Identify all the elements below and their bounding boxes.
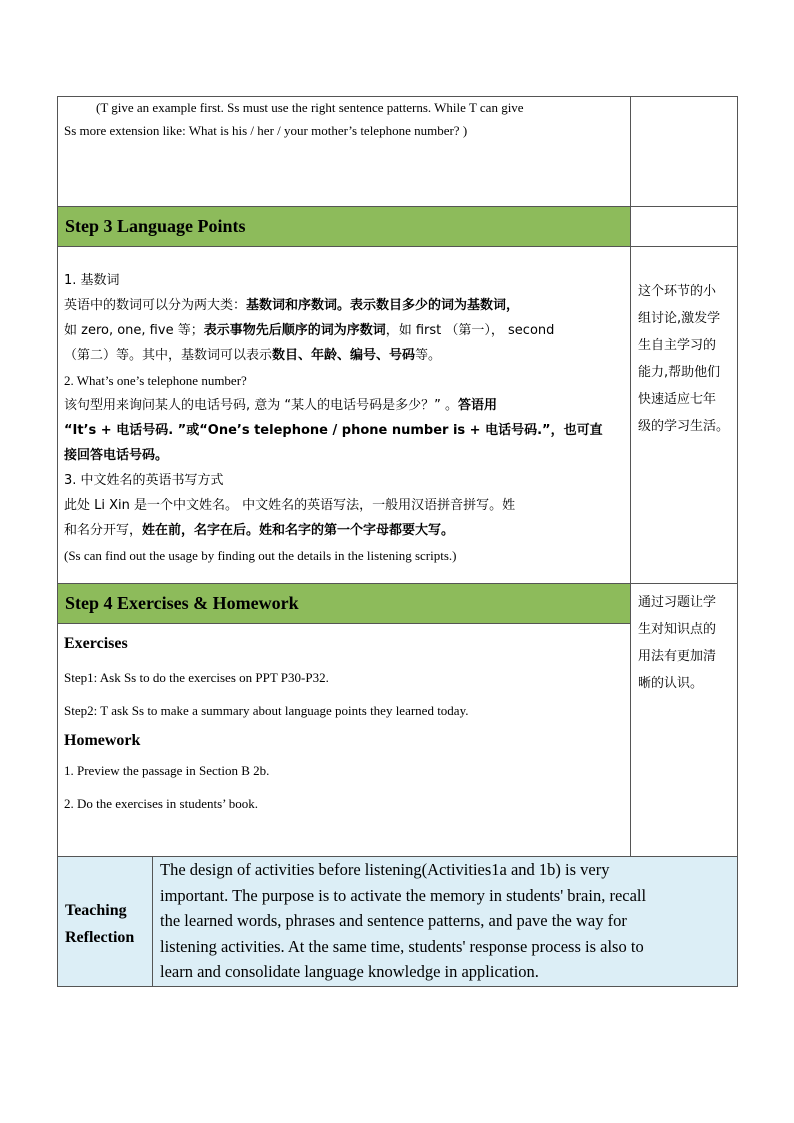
step3-item1-heading: 1. 基数词 [64,273,120,288]
reflection-line: the learned words, phrases and sentence patterns, and pave the way for [160,911,627,931]
reflection-text [160,857,732,985]
text: 和名分开写， [64,523,143,538]
step3-item2-line2 [64,418,626,443]
step4-title: Step 4 Exercises & Homework [65,593,299,613]
reflection-line: listening activities. At the same time, students' response process is also to [160,936,644,956]
bold-text: 基数词和序数词。表示数目多少的词为基数词， [246,298,520,313]
side-note-line: 晰的认识。 [638,676,704,691]
side-note-line: 组讨论,激发学 [638,311,721,326]
side-note-line: 生自主学习的 [638,338,717,353]
reflection-label-line: Teaching [65,902,127,919]
bold-text: 接回答电话号码。 [64,448,169,463]
step3-item1-line2 [64,318,626,343]
reflection-line: The design of activities before listening(Activities1a and 1b) is very [160,860,610,879]
text: 等。 [415,348,442,363]
step3-item3-line1: 此处 Li Xin 是一个中文姓名。 中文姓名的英语写法，一般用汉语拼音拼写。姓 [64,498,516,513]
exercise-step1: Step1: Ask Ss to do the exercises on PPT P30-P32. [64,670,329,685]
step3-item1-line1 [64,293,626,318]
reflection-line: important. The purpose is to activate the memory in students' brain, recall [160,885,647,905]
reflection-line: learn and consolidate language knowledge in application. [160,962,539,982]
side-note-line: 这个环节的小 [638,284,717,299]
text: ，如 first （第一）， second [385,323,555,338]
text: 该句型用来询问某人的电话号码, 意为 “某人的电话号码是多少？” 。 [64,398,458,413]
homework-item2: 2. Do the exercises in students’ book. [64,796,258,811]
step3-item2-line1 [64,393,626,418]
bold-text: “It’s + 电话号码. ”或“One’s telephone / phone number is + 电话号码.”，也可直 [64,423,603,438]
exercises-heading: Exercises [64,635,128,652]
step3-item3-heading: 3. 中文姓名的英语书写方式 [64,473,224,488]
text: 如 zero, one, five 等； [64,323,204,338]
bold-text: 姓在前，名字在后。姓和名字的第一个字母都要大写。 [142,523,455,538]
step3-item3-line2 [64,518,626,543]
side-note-line: 快速适应七年 [638,392,717,407]
step3-side-note [631,276,737,440]
step3-title: Step 3 Language Points [65,216,246,236]
side-note-line: 能力,帮助他们 [638,365,721,380]
side-note-line: 用法有更加清 [638,649,717,664]
step3-item3-note: (Ss can find out the usage by finding out the details in the listening scripts.) [64,548,457,563]
bold-text: 答语用 [458,398,498,413]
step3-item1-line3 [64,343,626,368]
side-note-line: 生对知识点的 [638,622,717,637]
step3-item2-line3 [64,443,626,468]
homework-heading: Homework [64,732,141,749]
bold-text: 数目、年龄、编号、号码 [272,348,416,363]
step4-content [64,630,626,814]
homework-item1: 1. Preview the passage in Section B 2b. [64,763,270,778]
intro-note-line1: (T give an example first. Ss must use the right sentence patterns. While T can give [96,100,524,115]
text: 英语中的数词可以分为两大类： [64,298,247,313]
step3-content [64,268,626,568]
intro-note [64,96,626,142]
reflection-label-line: Reflection [65,929,135,946]
bold-text: 表示事物先后顺序的词为序数词 [203,323,386,338]
exercise-step2: Step2: T ask Ss to make a summary about language points they learned today. [64,703,469,718]
step4-side-note [631,587,737,697]
reflection-label [57,897,152,951]
step3-item2-heading: 2. What’s one’s telephone number? [64,373,247,388]
side-note-line: 通过习题让学 [638,595,717,610]
text: （第二）等。其中，基数词可以表示 [64,348,273,363]
side-note-line: 级的学习生活。 [638,419,730,434]
intro-note-line2: Ss more extension like: What is his / her / your mother’s telephone number? ) [64,123,468,138]
